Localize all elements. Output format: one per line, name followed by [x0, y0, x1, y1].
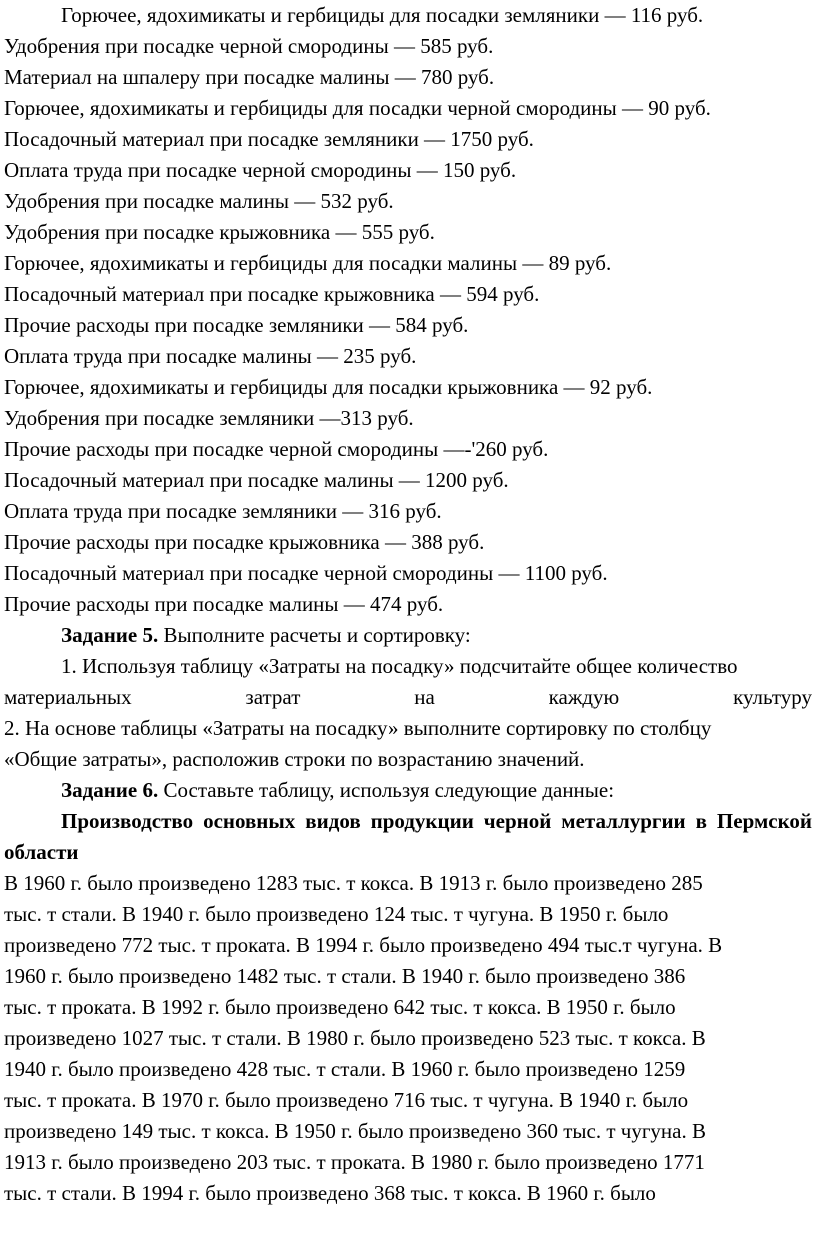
task5-item1-word: затрат — [245, 685, 301, 709]
expense-line: Горючее, ядохимикаты и гербициды для посадки земляники — 116 руб. — [61, 3, 704, 27]
expense-line: Посадочный материал при посадке черной смородины — 1100 руб. — [4, 561, 608, 585]
expense-line: Прочие расходы при посадке черной смородины —-'260 руб. — [4, 437, 549, 461]
task6-body-line: тыс. т стали. В 1994 г. было произведено 368 тыс. т кокса. В 1960 г. было — [4, 1181, 656, 1205]
task6-body-line: 1940 г. было произведено 428 тыс. т стали. В 1960 г. было произведено 1259 — [4, 1057, 686, 1081]
task6-body-line: произведено 1027 тыс. т стали. В 1980 г. было произведено 523 тыс. т кокса. В — [4, 1026, 706, 1050]
task5-title — [4, 620, 812, 651]
task6-body-line: 1913 г. было произведено 203 тыс. т проката. В 1980 г. было произведено 1771 — [4, 1150, 705, 1174]
expense-line: Горючее, ядохимикаты и гербициды для посадки черной смородины — 90 руб. — [4, 96, 711, 120]
task6-body-line: 1960 г. было произведено 1482 тыс. т стали. В 1940 г. было произведено 386 — [4, 964, 686, 988]
task6-body-line: произведено 772 тыс. т проката. В 1994 г. было произведено 494 тыс.т чугуна. В — [4, 933, 723, 957]
task5-item2-line1: 2. На основе таблицы «Затраты на посадку» выполните сортировку по столбцу — [4, 716, 712, 740]
expense-line: Удобрения при посадке малины — 532 руб. — [4, 189, 394, 213]
task5-item1-word: каждую — [548, 685, 620, 709]
expense-line: Удобрения при посадке крыжовника — 555 руб. — [4, 220, 435, 244]
expense-line: Посадочный материал при посадке крыжовника — 594 руб. — [4, 282, 540, 306]
task5-item1-line2 — [4, 682, 812, 713]
task6-body-line: тыс. т проката. В 1970 г. было произведено 716 тыс. т чугуна. В 1940 г. было — [4, 1088, 689, 1112]
expense-line: Удобрения при посадке черной смородины — 585 руб. — [4, 34, 494, 58]
task5-label: Задание 5. — [61, 623, 159, 647]
expense-line: Горючее, ядохимикаты и гербициды для посадки малины — 89 руб. — [4, 251, 612, 275]
expense-line: Посадочный материал при посадке земляники — 1750 руб. — [4, 127, 534, 151]
task6-text: Составьте таблицу, используя следующие данные: — [158, 778, 615, 802]
task6-label: Задание 6. — [61, 778, 159, 802]
task5-item2-line2: «Общие затраты», расположив строки по возрастанию значений. — [4, 747, 585, 771]
expense-line: Оплата труда при посадке земляники — 316 руб. — [4, 499, 442, 523]
task6-body-line: тыс. т стали. В 1940 г. было произведено 124 тыс. т чугуна. В 1950 г. было — [4, 902, 669, 926]
task5-item1-word: культуру — [733, 685, 812, 709]
expense-line: Оплата труда при посадке малины — 235 руб. — [4, 344, 417, 368]
expense-line: Оплата труда при посадке черной смородины — 150 руб. — [4, 158, 517, 182]
task6-title — [4, 775, 812, 806]
expense-line: Прочие расходы при посадке крыжовника — 388 руб. — [4, 530, 485, 554]
expense-line: Прочие расходы при посадке земляники — 584 руб. — [4, 313, 469, 337]
task5-item1-word: на — [414, 685, 435, 709]
expense-line: Посадочный материал при посадке малины — 1200 руб. — [4, 468, 509, 492]
task5-text: Выполните расчеты и сортировку: — [158, 623, 471, 647]
expense-line: Прочие расходы при посадке малины — 474 руб. — [4, 592, 444, 616]
expense-line: Горючее, ядохимикаты и гербициды для посадки крыжовника — 92 руб. — [4, 375, 653, 399]
task6-body-line: произведено 149 тыс. т кокса. В 1950 г. было произведено 360 тыс. т чугуна. В — [4, 1119, 707, 1143]
expense-line: Материал на шпалеру при посадке малины — 780 руб. — [4, 65, 495, 89]
expense-line: Удобрения при посадке земляники —313 руб. — [4, 406, 414, 430]
task5-item1-line1: 1. Используя таблицу «Затраты на посадку» подсчитайте общее количество — [61, 654, 738, 678]
task6-body-line: В 1960 г. было произведено 1283 тыс. т кокса. В 1913 г. было произведено 285 — [4, 871, 703, 895]
task6-heading: Производство основных видов продукции черной металлургии в Пермской области — [4, 809, 812, 864]
task5-item1-word: материальных — [4, 685, 132, 709]
task6-body-line: тыс. т проката. В 1992 г. было произведено 642 тыс. т кокса. В 1950 г. было — [4, 995, 676, 1019]
